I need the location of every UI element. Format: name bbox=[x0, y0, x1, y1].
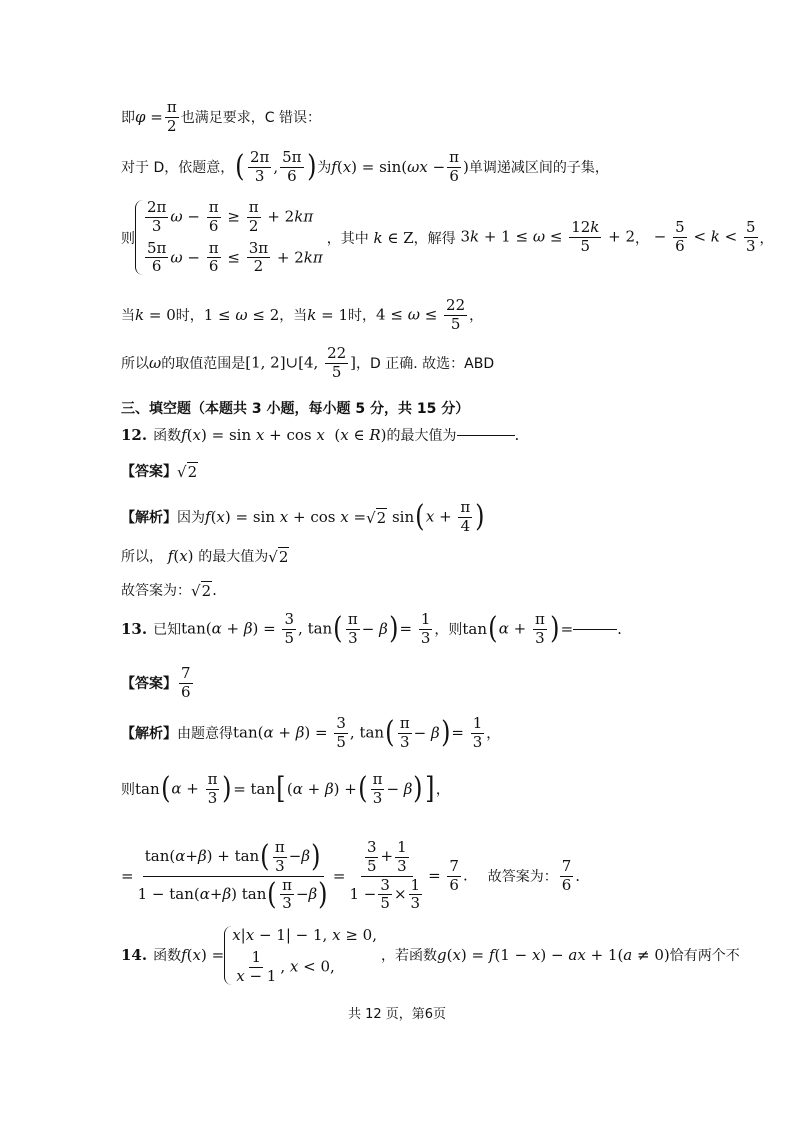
question-14: 14. 函数 f(x) = x|x − 1| − 1, x ≥ 0, $\frac{1}{x - 1}$ , x < 0, ，若函数 g(x) = f(1 − x) − ax + 1(a ≠ 0) 恰有两个不 bbox=[121, 926, 740, 985]
question-13: 13. 已知 tan(α + β) = $\frac{3}{5}$ , tan ( $\frac{\pi}{3}$ − β ) = $\frac{1}{3}$ ，则 tan ( α + $\frac{\pi}{3}$ ) = . bbox=[121, 610, 622, 647]
analysis-13-c: = tan( α + β ) + tan ( $\frac{\pi}{3}$ − β ) 1 − tan( α + β ) tan ( $\frac{\pi}{3}$ − β ) = $\frac{3}{5}$ + $\frac{1}{3}$ 1 − $\frac{3}{5}$ × $\frac{1}{3}$ = $\frac{7}{6}$ . 故答案为： $\frac{7}{6}$ . bbox=[121, 838, 581, 913]
analysis-12-b: 所以， f(x) 的最大值为 √ 2 bbox=[121, 547, 289, 566]
answer-13: 【答案】 $\frac{7}{6}$ bbox=[121, 664, 191, 701]
solution-line-5: 所以 ω 的取值范围是 [1, 2]∪[4, $\frac{22}{5}$ ] ，D 正确. 故选：ABD bbox=[121, 344, 495, 381]
page-footer: 共 12 页，第6页 bbox=[347, 1007, 447, 1022]
analysis-12-c: 故答案为： √ 2 . bbox=[121, 581, 217, 600]
analysis-12: 【解析】 因为 f(x) = sin x + cos x = √ 2 sin ( x + $\frac{\pi}{4}$ ) bbox=[121, 498, 485, 535]
solution-line-3: 则 $\frac{2\pi}{3}$ ω − $\frac{\pi}{6}$ ≥ $\frac{\pi}{2}$ + 2kπ $\frac{5\pi}{6}$ ω − $\frac{\pi}{6}$ ≤ $\frac{3\pi}{2}$ + 2kπ ，其中 k ∈ Z ，解得 3k + 1 ≤ ω ≤ $\frac{12k}{5}$ + 2 ， − $\frac{5}{6}$ < k < $\frac{5}{3}$ ， bbox=[121, 198, 774, 276]
fraction: $\frac{\pi}{2}$ bbox=[166, 98, 177, 135]
analysis-13: 【解析】 由题意得 tan(α + β) = $\frac{3}{5}$ , tan ( $\frac{\pi}{3}$ − β ) = $\frac{1}{3}$ ， bbox=[121, 714, 501, 751]
math-phi: φ = bbox=[135, 108, 163, 127]
solution-line-4: 当 k = 0 时， 1 ≤ ω ≤ 2 ，当 k = 1 时， 4 ≤ ω ≤ $\frac{22}{5}$ ， bbox=[121, 296, 484, 333]
question-12: 12. 函数 f(x) = sin x + cos x (x ∈ R) 的最大值为 . bbox=[121, 426, 520, 444]
answer-12: 【答案】 √ 2 bbox=[121, 462, 198, 481]
section-heading: 三、填空题（本题共 3 小题，每小题 5 分，共 15 分） bbox=[121, 401, 470, 417]
analysis-13-b: 则 tan ( α + $\frac{\pi}{3}$ ) = tan [ (α + β) + ( $\frac{\pi}{3}$ − β ) ] ， bbox=[121, 770, 450, 807]
solution-line-1: 即 φ = $\frac{\pi}{2}$ 也满足要求，C 错误： bbox=[121, 98, 321, 135]
solution-line-2: 对于 D，依题意， ( $\frac{2\pi}{3}$ , $\frac{5\pi}{6}$ ) 为 f(x) = sin(ωx − $\frac{\pi}{6}$ ) 单调递减区间的子集， bbox=[121, 148, 609, 185]
